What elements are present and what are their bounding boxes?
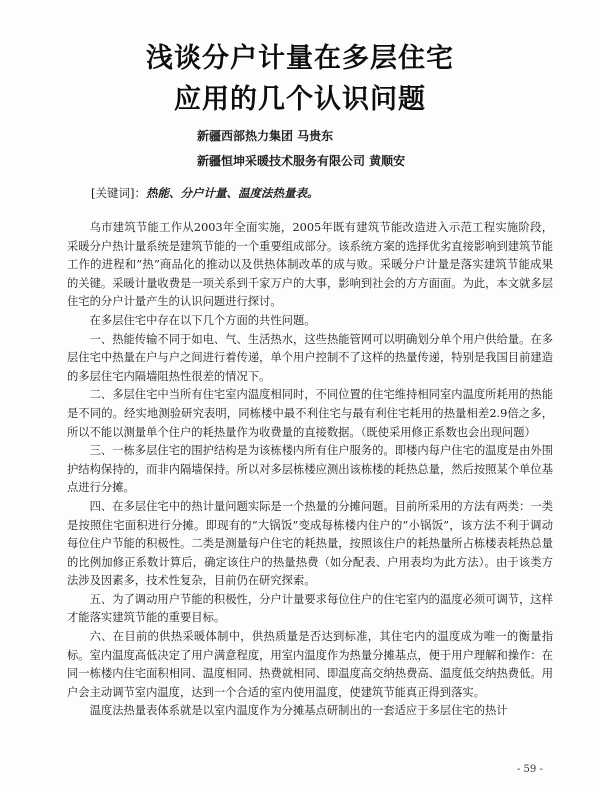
title-line-1: 浅谈分户计量在多层住宅 bbox=[146, 43, 454, 74]
paragraph-point-2: 二、多层住宅中当所有住宅室内温度相同时，不同位置的住宅维持相同室内温度所耗用的热能是不同的。经实地测验研究表明，同栋楼中最不利住宅与最有利住宅耗用的热量相差2.9倍之多，所以不能以测量单个住户的耗热量作为收费量的直接数据。（既使采用修正系数也会出现问题） bbox=[67, 388, 553, 439]
author-line-2: 新疆恒坤采暖技术服务有限公司 黄顺安 bbox=[197, 154, 406, 168]
keywords-value: 热能、分户计量、温度法热量表。 bbox=[145, 186, 319, 200]
keywords bbox=[91, 186, 318, 201]
keywords-label: [关键词]： bbox=[91, 186, 146, 200]
paragraph-common-issues: 在多层住宅中存在以下几个方面的共性问题。 bbox=[89, 313, 316, 327]
paragraph-point-3: 三、一栋多层住宅的围护结构是为该栋楼内所有住户服务的。即楼内每户住宅的温度是由外围护结构保持的，而非内隔墙保持。所以对多层栋楼应测出该栋楼的耗热总量，然后按照某个单位基点进行分摊。 bbox=[67, 444, 553, 495]
paragraph-point-5: 五、为了调动用户节能的积极性，分户计量要求每位住户的住宅室内的温度必须可调节，这样才能落实建筑节能的重要目标。 bbox=[67, 592, 553, 625]
paragraph-point-6: 六、在目前的供热采暖体制中，供热质量是否达到标准，其住宅内的温度成为唯一的衡量指标。室内温度高低决定了用户满意程度，用室内温度作为热量分摊基点，便于用户理解和操作：在同一栋楼内住宅面积相同、温度相同、热费就相同、即温度高交纳热费高、温度低交纳热费低。用户会主动调节室内温度，达到一个合适的室内使用温度，使建筑节能真正得到落实。 bbox=[67, 630, 553, 699]
body-text bbox=[67, 219, 553, 721]
paragraph-intro: 乌市建筑节能工作从2003年全面实施，2005年既有建筑节能改造进入示范工程实施阶段，采暖分户热计量系统是建筑节能的一个重要组成部分。该系统方案的选择优劣直接影响到建筑节能工作的进程和”热”商品化的推动以及供热体制改革的成与败。采暖分户计量是落实建筑节能成果的关键。采暖计量收费是一项关系到千家万户的大事，影响到社会的方方面面。为此，本文就多层住宅的分户计量产生的认识问题进行探讨。 bbox=[67, 221, 553, 309]
paragraph-point-4: 四、在多层住宅中的热计量问题实际是一个热量的分摊问题。目前所采用的方法有两类：一类是按照住宅面积进行分摊。即现有的“大锅饭”变成每栋楼内住户的“小锅饭”，该方法不利于调动每位住户节能的积极性。二类是测量每户住宅的耗热量，按照该住户的耗热量所占栋楼表耗热总量的比例加修正系数计算后，确定该住户的热量热费（如分配表、户用表均为此方法）。由于该类方法涉及因素多，技术性复杂，目前仍在研究探索。 bbox=[67, 499, 553, 588]
page-number: - 59 - bbox=[517, 764, 543, 775]
title-line-2: 应用的几个认识问题 bbox=[174, 84, 426, 115]
paragraph-temperature-method: 温度法热量表体系就是以室内温度作为分摊基点研制出的一套适应于多层住宅的热计 bbox=[89, 704, 508, 718]
author-line-1: 新疆西部热力集团 马贵东 bbox=[197, 129, 334, 143]
paragraph-point-1: 一、热能传输不同于如电、气、生活热水，这些热能管网可以明确划分单个用户供给量。在多层住宅中热量在户与户之间进行着传递，单个用户控制不了这样的热量传递，特别是我国目前建造的多层住宅内隔墙阻热性很差的情况下。 bbox=[67, 332, 553, 383]
